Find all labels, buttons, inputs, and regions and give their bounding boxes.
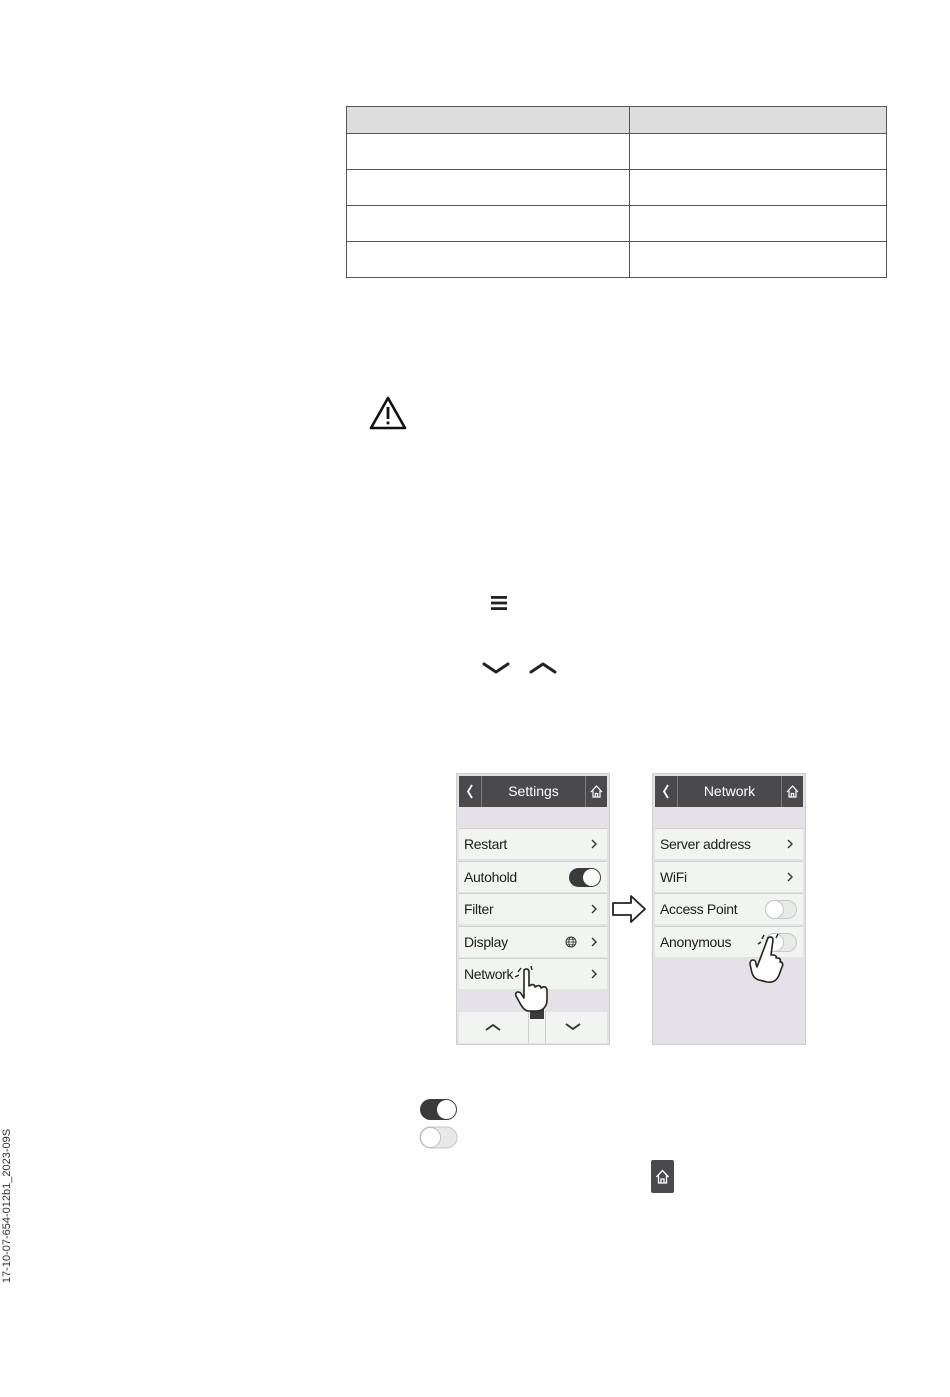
spec-table [346, 106, 887, 278]
chevron-up-icon [529, 661, 557, 675]
table-row [347, 134, 887, 170]
menu-icon [490, 595, 508, 611]
home-icon [651, 1160, 674, 1193]
item-label: WiFi [660, 869, 687, 885]
back-button[interactable] [459, 776, 482, 807]
scroll-nav [459, 1012, 607, 1043]
list-item-autohold[interactable] [459, 861, 607, 892]
pointing-hand-icon [746, 933, 788, 985]
chevron-right-icon [591, 839, 597, 849]
item-label: Anonymous [660, 934, 732, 950]
scroll-down-button[interactable] [563, 1022, 583, 1032]
title-bar [459, 776, 607, 807]
list-item-restart[interactable] [459, 828, 607, 859]
list-item-filter[interactable] [459, 893, 607, 924]
screen-title: Settings [508, 783, 559, 799]
item-label: Display [464, 934, 508, 950]
chevron-left-icon [655, 776, 677, 807]
table-cell [347, 242, 630, 278]
home-button[interactable] [585, 776, 607, 807]
autohold-toggle[interactable] [569, 868, 601, 887]
item-label: Server address [660, 836, 751, 852]
table-cell [630, 206, 887, 242]
list-item-server-address[interactable] [655, 828, 803, 859]
home-button[interactable] [781, 776, 803, 807]
home-glyph [651, 1160, 674, 1193]
table-cell [347, 134, 630, 170]
back-button[interactable] [655, 776, 678, 807]
pointing-hand-icon [512, 966, 554, 1014]
item-label: Network [464, 966, 514, 982]
chevron-right-icon [591, 969, 597, 979]
chevron-right-icon [787, 872, 793, 882]
table-cell [347, 170, 630, 206]
home-icon [586, 776, 607, 807]
table-header-cell [630, 107, 887, 134]
item-label: Filter [464, 901, 494, 917]
network-screen [652, 773, 806, 1045]
table-cell [630, 134, 887, 170]
table-row [347, 170, 887, 206]
table-cell [630, 170, 887, 206]
chevron-right-icon [591, 904, 597, 914]
home-icon [782, 776, 803, 807]
table-row [347, 206, 887, 242]
table-header-cell [347, 107, 630, 134]
chevron-down-icon [482, 661, 510, 675]
title-bar [655, 776, 803, 807]
toggle-off-icon [419, 1126, 458, 1149]
scroll-up-button[interactable] [483, 1022, 503, 1032]
toggle-on-icon [419, 1098, 458, 1121]
item-label: Restart [464, 836, 508, 852]
globe-icon [565, 936, 577, 948]
access-point-toggle[interactable] [765, 900, 797, 919]
warning-triangle-icon [369, 396, 407, 430]
screen-title: Network [703, 783, 756, 799]
document-code: 17-10-07-654-012b1_2023-09S [1, 1128, 13, 1284]
chevron-right-icon [591, 937, 597, 947]
list-item-display[interactable] [459, 926, 607, 957]
table-header-row [347, 107, 887, 134]
item-label: Access Point [660, 901, 738, 917]
list-item-wifi[interactable] [655, 861, 803, 892]
table-cell [347, 206, 630, 242]
item-label: Autohold [464, 869, 517, 885]
table-row [347, 242, 887, 278]
chevron-left-icon [459, 776, 481, 807]
table-cell [630, 242, 887, 278]
chevron-right-icon [787, 839, 793, 849]
list-item-access-point[interactable] [655, 893, 803, 924]
arrow-right-icon [611, 894, 647, 924]
